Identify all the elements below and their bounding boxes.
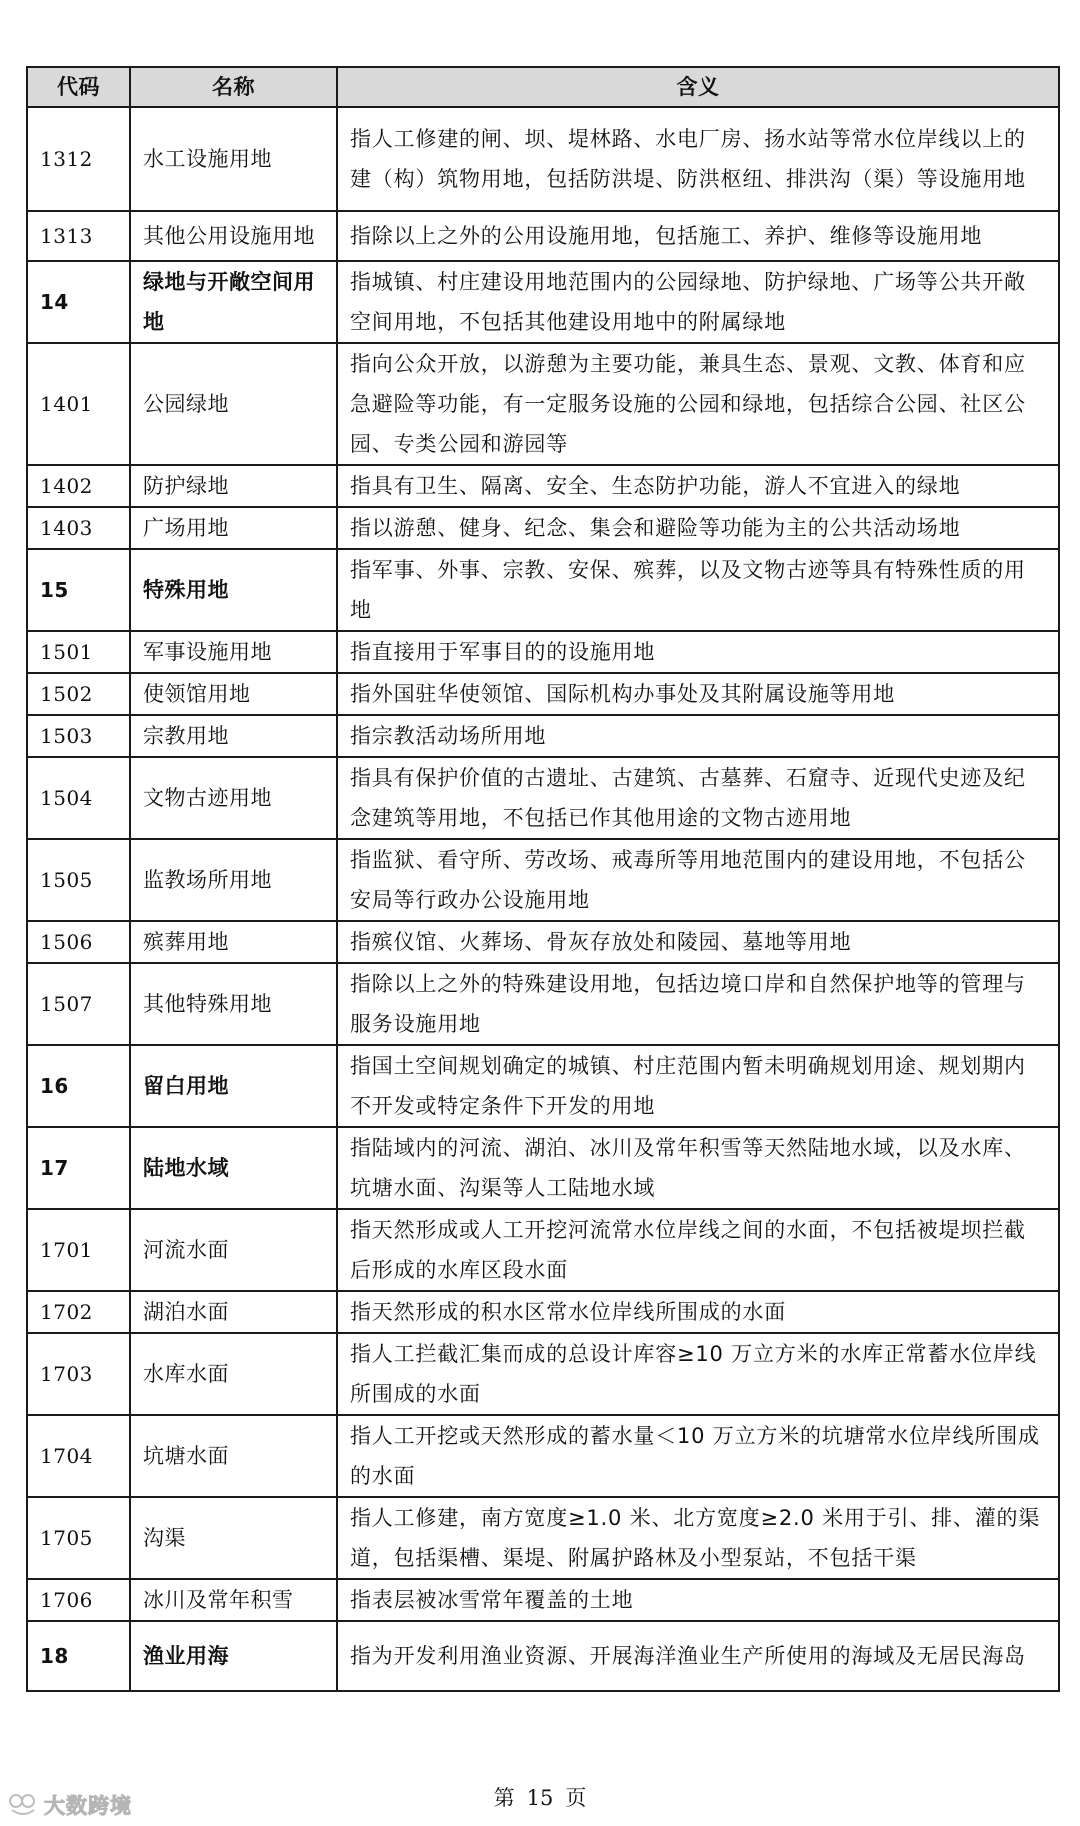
cell-description: 指城镇、村庄建设用地范围内的公园绿地、防护绿地、广场等公共开敞空间用地，不包括其他建设用地中的附属绿地 (337, 261, 1059, 343)
cell-name: 水工设施用地 (130, 107, 337, 211)
cell-code: 1706 (27, 1579, 130, 1621)
cell-name: 渔业用海 (130, 1621, 337, 1691)
cell-code: 16 (27, 1045, 130, 1127)
cell-code: 15 (27, 549, 130, 631)
table-row (27, 1209, 1059, 1291)
cell-description: 指宗教活动场所用地 (337, 715, 1059, 757)
cell-code: 1704 (27, 1415, 130, 1497)
cell-name: 陆地水域 (130, 1127, 337, 1209)
cell-code: 1403 (27, 507, 130, 549)
cell-code: 1506 (27, 921, 130, 963)
table-row (27, 1415, 1059, 1497)
table-row (27, 673, 1059, 715)
cell-name: 沟渠 (130, 1497, 337, 1579)
table-row (27, 839, 1059, 921)
watermark (8, 1790, 132, 1820)
cell-name: 防护绿地 (130, 465, 337, 507)
cell-code: 1502 (27, 673, 130, 715)
table-row (27, 465, 1059, 507)
cell-code: 18 (27, 1621, 130, 1691)
table-row (27, 507, 1059, 549)
table-row (27, 1333, 1059, 1415)
cell-description: 指军事、外事、宗教、安保、殡葬，以及文物古迹等具有特殊性质的用地 (337, 549, 1059, 631)
cell-code: 1503 (27, 715, 130, 757)
cell-name: 宗教用地 (130, 715, 337, 757)
cell-code: 1313 (27, 211, 130, 261)
cell-code: 1703 (27, 1333, 130, 1415)
cell-name: 河流水面 (130, 1209, 337, 1291)
cell-name: 留白用地 (130, 1045, 337, 1127)
cell-description: 指监狱、看守所、劳改场、戒毒所等用地范围内的建设用地，不包括公安局等行政办公设施用地 (337, 839, 1059, 921)
table-row (27, 631, 1059, 673)
cell-description: 指向公众开放，以游憩为主要功能，兼具生态、景观、文教、体育和应急避险等功能，有一定服务设施的公园和绿地，包括综合公园、社区公园、专类公园和游园等 (337, 343, 1059, 465)
table-row (27, 343, 1059, 465)
cell-code: 14 (27, 261, 130, 343)
cell-name: 公园绿地 (130, 343, 337, 465)
table-row (27, 1497, 1059, 1579)
cell-code: 1401 (27, 343, 130, 465)
cell-name: 其他公用设施用地 (130, 211, 337, 261)
cell-name: 特殊用地 (130, 549, 337, 631)
cell-description: 指人工修建，南方宽度≥1.0 米、北方宽度≥2.0 米用于引、排、灌的渠道，包括渠槽、渠堤、附属护路林及小型泵站，不包括干渠 (337, 1497, 1059, 1579)
table-row (27, 715, 1059, 757)
table-header-row (27, 67, 1059, 107)
cell-code: 1504 (27, 757, 130, 839)
cell-name: 湖泊水面 (130, 1291, 337, 1333)
cell-code: 1505 (27, 839, 130, 921)
table-row (27, 107, 1059, 211)
cell-description: 指具有卫生、隔离、安全、生态防护功能，游人不宜进入的绿地 (337, 465, 1059, 507)
cell-description: 指殡仪馆、火葬场、骨灰存放处和陵园、墓地等用地 (337, 921, 1059, 963)
cell-name: 水库水面 (130, 1333, 337, 1415)
cell-description: 指人工开挖或天然形成的蓄水量＜10 万立方米的坑塘常水位岸线所围成的水面 (337, 1415, 1059, 1497)
cell-description: 指直接用于军事目的的设施用地 (337, 631, 1059, 673)
cell-description: 指天然形成的积水区常水位岸线所围成的水面 (337, 1291, 1059, 1333)
cell-code: 1507 (27, 963, 130, 1045)
footer-suffix: 页 (565, 1786, 587, 1810)
cell-description: 指外国驻华使领馆、国际机构办事处及其附属设施等用地 (337, 673, 1059, 715)
cell-description: 指除以上之外的特殊建设用地，包括边境口岸和自然保护地等的管理与服务设施用地 (337, 963, 1059, 1045)
page-footer (0, 1782, 1080, 1812)
cell-description: 指表层被冰雪常年覆盖的土地 (337, 1579, 1059, 1621)
cell-name: 广场用地 (130, 507, 337, 549)
header-name: 名称 (130, 67, 337, 107)
cell-name: 冰川及常年积雪 (130, 1579, 337, 1621)
cell-description: 指为开发利用渔业资源、开展海洋渔业生产所使用的海域及无居民海岛 (337, 1621, 1059, 1691)
table-row (27, 1621, 1059, 1691)
table-row (27, 549, 1059, 631)
table-row (27, 921, 1059, 963)
land-use-classification-table (26, 66, 1060, 1692)
table-row (27, 963, 1059, 1045)
cell-description: 指人工拦截汇集而成的总设计库容≥10 万立方米的水库正常蓄水位岸线所围成的水面 (337, 1333, 1059, 1415)
cell-code: 1501 (27, 631, 130, 673)
table-row (27, 1291, 1059, 1333)
table-row (27, 1127, 1059, 1209)
cell-description: 指除以上之外的公用设施用地，包括施工、养护、维修等设施用地 (337, 211, 1059, 261)
cell-description: 指人工修建的闸、坝、堤林路、水电厂房、扬水站等常水位岸线以上的建（构）筑物用地，包括防洪堤、防洪枢纽、排洪沟（渠）等设施用地 (337, 107, 1059, 211)
watermark-text: 大数跨境 (44, 1794, 132, 1818)
table-row (27, 1045, 1059, 1127)
cell-description: 指以游憩、健身、纪念、集会和避险等功能为主的公共活动场地 (337, 507, 1059, 549)
cell-description: 指国土空间规划确定的城镇、村庄范围内暂未明确规划用途、规划期内不开发或特定条件下开发的用地 (337, 1045, 1059, 1127)
header-code: 代码 (27, 67, 130, 107)
table-row (27, 1579, 1059, 1621)
cell-description: 指陆域内的河流、湖泊、冰川及常年积雪等天然陆地水域，以及水库、坑塘水面、沟渠等人工陆地水域 (337, 1127, 1059, 1209)
cell-name: 坑塘水面 (130, 1415, 337, 1497)
footer-prefix: 第 (493, 1786, 515, 1810)
cell-name: 其他特殊用地 (130, 963, 337, 1045)
cell-name: 绿地与开敞空间用地 (130, 261, 337, 343)
cell-name: 文物古迹用地 (130, 757, 337, 839)
cell-code: 17 (27, 1127, 130, 1209)
cell-code: 1702 (27, 1291, 130, 1333)
cell-code: 1701 (27, 1209, 130, 1291)
watermark-logo-icon (8, 1792, 38, 1818)
cell-name: 使领馆用地 (130, 673, 337, 715)
table-row (27, 757, 1059, 839)
table-body (27, 107, 1059, 1691)
cell-name: 军事设施用地 (130, 631, 337, 673)
cell-code: 1705 (27, 1497, 130, 1579)
cell-description: 指具有保护价值的古遗址、古建筑、古墓葬、石窟寺、近现代史迹及纪念建筑等用地，不包括已作其他用途的文物古迹用地 (337, 757, 1059, 839)
cell-code: 1402 (27, 465, 130, 507)
header-description: 含义 (337, 67, 1059, 107)
table-row (27, 211, 1059, 261)
cell-code: 1312 (27, 107, 130, 211)
page-number: 15 (526, 1786, 554, 1810)
cell-description: 指天然形成或人工开挖河流常水位岸线之间的水面，不包括被堤坝拦截后形成的水库区段水面 (337, 1209, 1059, 1291)
cell-name: 殡葬用地 (130, 921, 337, 963)
table-row (27, 261, 1059, 343)
cell-name: 监教场所用地 (130, 839, 337, 921)
